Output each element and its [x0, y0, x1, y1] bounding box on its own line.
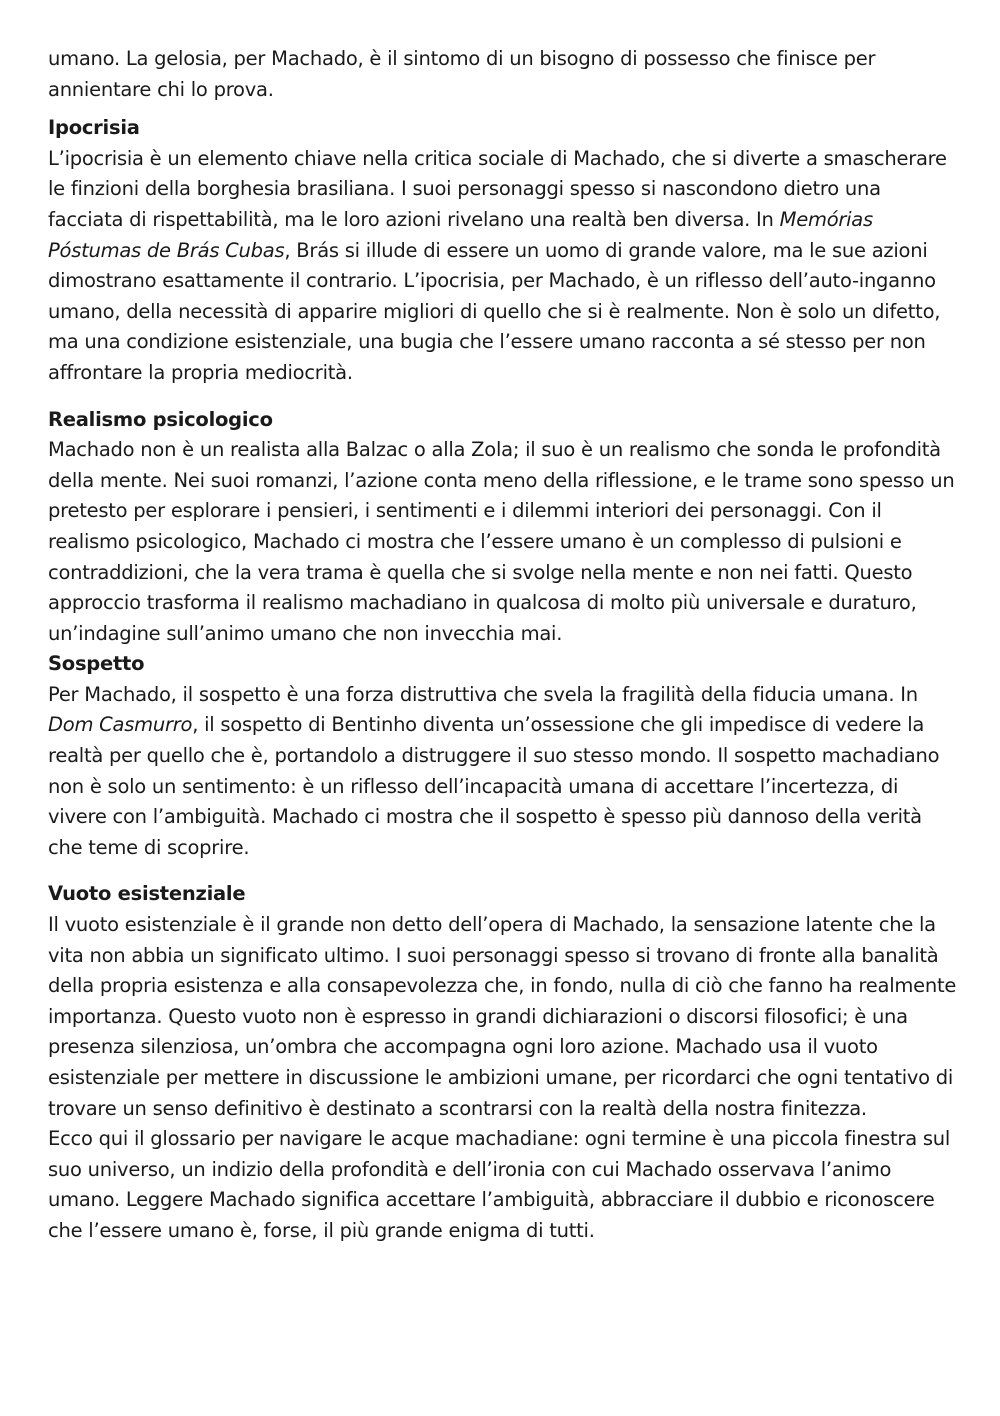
- paragraph-text: Per Machado, il sospetto è una forza distruttiva che svela la fragilità della fiducia umana. In: [48, 682, 918, 706]
- heading-vuoto-esistenziale: Vuoto esistenziale: [48, 882, 246, 906]
- paragraph-text: , Brás si illude di essere un uomo di grande valore, ma le sue azioni dimostrano esattamente il contrario. L’ipocrisia, per Machado, è un riflesso dell’auto-inganno umano, della necessità di apparire migliori di quello che si è realmente. Non è solo un difetto, ma una condizione esistenziale, una bugia che l’essere umano racconta a sé stesso per non affrontare la propria mediocrità.: [48, 238, 941, 384]
- paragraph-text: , il sospetto di Bentinho diventa un’ossessione che gli impedisce di vedere la realtà per quello che è, portandolo a distruggere il suo stesso mondo. Il sospetto machadiano non è solo un sentimento: è un riflesso dell’incapacità umana di accettare l’incertezza, di vivere con l’ambiguità. Machado ci mostra che il sospetto è spesso più dannoso della verità che teme di scoprire.: [48, 713, 940, 859]
- paragraph-realismo-psicologico: Machado non è un realista alla Balzac o alla Zola; il suo è un realismo che sonda le profondità della mente. Nei suoi romanzi, l’azione conta meno della riflessione, e le trame sono spesso un pretesto per esplorare i pensieri, i sentimenti e i dilemmi interiori dei personaggi. Con il realismo psicologico, Machado ci mostra che l’essere umano è un complesso di pulsioni e contraddizioni, che la vera trama è quella che si svolge nella mente e non nei fatti. Questo approccio trasforma il realismo machadiano in qualcosa di molto più universale e duraturo, un’indagine sull’animo umano che non invecchia mai.: [48, 438, 955, 645]
- heading-realismo-psicologico: Realismo psicologico: [48, 407, 273, 431]
- book-title: Memórias Póstumas de Brás Cubas: [48, 207, 873, 262]
- book-title: Dom Casmurro: [48, 713, 193, 737]
- paragraph-ipocrisia: [48, 144, 960, 389]
- heading-sospetto: Sospetto: [48, 652, 145, 676]
- paragraph-sospetto: [48, 680, 960, 864]
- heading-ipocrisia: Ipocrisia: [48, 116, 140, 140]
- intro-paragraph: umano. La gelosia, per Machado, è il sintomo di un bisogno di possesso che finisce per annientare chi lo prova.: [48, 47, 876, 101]
- paragraph-text: L’ipocrisia è un elemento chiave nella critica sociale di Machado, che si diverte a smascherare le finzioni della borghesia brasiliana. I suoi personaggi spesso si nascondono dietro una facciata di rispettabilità, ma le loro azioni rivelano una realtà ben diversa. In: [48, 146, 947, 231]
- paragraph-vuoto-esistenziale: Il vuoto esistenziale è il grande non detto dell’opera di Machado, la sensazione latente che la vita non abbia un significato ultimo. I suoi personaggi spesso si trovano di fronte alla banalità della propria esistenza e alla consapevolezza che, in fondo, nulla di ciò che fanno ha realmente importanza. Questo vuoto non è espresso in grandi dichiarazioni o discorsi filosofici; è una presenza silenziosa, un’ombra che accompagna ogni loro azione. Machado usa il vuoto esistenziale per mettere in discussione le ambizioni umane, per ricordarci che ogni tentativo di trovare un senso definitivo è destinato a scontrarsi con la realtà della nostra finitezza.: [48, 913, 957, 1120]
- document-page: [48, 44, 960, 1247]
- closing-paragraph: Ecco qui il glossario per navigare le acque machadiane: ogni termine è una piccola finestra sul suo universo, un indizio della profondità e dell’ironia con cui Machado osservava l’animo umano. Leggere Machado significa accettare l’ambiguità, abbracciare il dubbio e riconoscere che l’essere umano è, forse, il più grande enigma di tutti.: [48, 1127, 951, 1242]
